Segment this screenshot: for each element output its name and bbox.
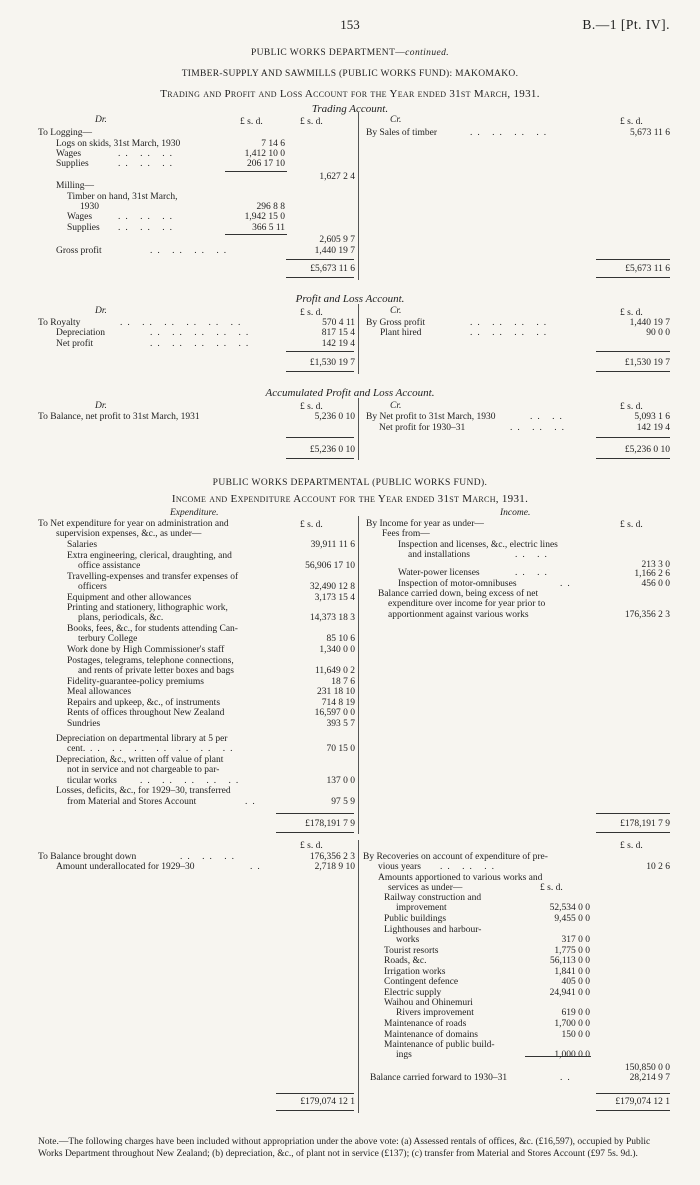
acc-total-dr: £5,236 0 10 [309,445,355,455]
expenditure-item-value: 14,373 18 3 [309,613,355,623]
expenditure-item-value: 39,911 11 6 [310,540,355,550]
expenditure-item-label: Rents of offices throughout New Zealand [67,708,225,718]
works-item-label: Tourist resorts [384,945,439,956]
acc-dr: Dr. [95,401,107,411]
ie-bal-1: Balance carried down, being excess of net [378,589,539,599]
pl-depreciation-value: 817 15 4 [321,328,355,338]
expenditure-item-value: 11,649 0 2 [314,665,355,676]
works-item-label-cont: improvement [396,903,447,913]
trading-supplies-2-value: 366 5 11 [252,223,285,233]
ie-depw-2: not in service and not chargeable to par- [67,765,220,775]
expenditure-item-label: Printing and stationery, lithographic work, [67,603,228,613]
pl-depreciation: Depreciation [56,328,106,338]
ie-net-2: supervision expenses, &c., as under— [56,529,202,539]
acc-lsd-2: £ s. d. [620,402,643,412]
document-page: 153 B.—1 [Pt. IV]. PUBLIC WORKS DEPARTMENT—continued. TIMBER-SUPPLY AND SAWMILLS (PUBLIC WORKS FUND): MAKOMAKO. Trading and Profit and Loss Account for the Year ended 31st March, 1931. Trading Account. Dr. Cr. £ s. d. £ s. d. £ s. d. To Logging— Logs on skids, 31st March, 1930 7 14 6 Wages .. .. .. 1,412 10 0 Supplies .. .. .. 206 17 10 1,627 2 4 Milling— Timber on hand, 31st March, 1930 296 8 8 Wages .. .. .. 1,942 15 0 Supplies .. .. .. 366 5 11 2,605 9 7 Gross profit .. .. .. .. 1,440 19 7 £5,673 11 6 By Sales of timber .. .. .. .. 5,673 11 6 £5,673 11 6 Profit and Loss Account. Dr. Cr. £ s. d. £ s. d. To Royalty .. .. .. .. .. .. 570 4 11 Depreciation .. .. .. .. .. 817 15 4 Net profit .. .. .. .. .. 142 19 4 £1,530 19 7 By Gross profit .. .. .. .. 1,440 19 7 Plant hired .. .. .. .. 90 0 0 £1,530 19 7 Accumulated Profit and Loss Account. Dr. Cr. £ s. d. £ s. d. To Balance, net profit to 31st March, 1931 5,236 0 10 £5,236 0 10 By Net profit to 31st March, 1930 .. .. 5,093 1 6 Net profit for 1930–31 .. .. .. 142 19 4 £5,236 0 10 PUBLIC WORKS DEPARTMENTAL (PUBLIC WORKS FUND). Income and Expenditure Account for the Year ended 31st March, 1931. Expenditure. Income. £ s. d. £ s. d. To Net expenditure for year on administration and supervision expenses, &c., as under— Salaries 39,911 11 6 Extra engineering, clerical, draughting, and office assistance 56,906 17 10 Travelling-expenses and transfer expenses of officers 32,490 12 8 Equipment and other allowances 3,173 15 4 Printing and stationery, lithographic work, plans, periodicals, &c. 14,373 18 3 Books, fees, &c., for students attending Can- terbury College 85 10 6 Work done by High Commissioner's staff 1,340 0 0 Postages, telegrams, telephone connections, and rents of private letter boxes and bags 11,649 0 2 Fidelity-guarantee-policy premiums 18 7 6 Meal allowances 231 18 10 Repairs and upkeep, &c., of instruments 714 8 19 Rents of offices throughout New Zealand 16,597 0 0 Sundries 393 5 7 Depreciation on departmental library at 5 per cent. .. .. .. .. .. .. .. 70 15 0 Depreciation, &c., written off value of plant not in service and not chargeable to par- ticular works .. .. .. .. .. 137 0 0 Losses, deficits, &c., for 1929–30, transferred from Material and Stores Account .. 97 5 9 £178,191 7 9 By Income for year as under— Fees from— Inspection and licenses, &c., electric lines and installations .. .. 213 3 0 Water-power licenses .. .. 1,166 2 6 Inspection of motor-omnibuses .. 456 0 0 Balance carried down, being excess of net expenditure over income for year prior to apportionment against various works 176,356 2 3 £178,191 7 9 £ s. d. £ s. d. To Balance brought down .. .. .. 176,356 2 3 Amount underallocated for 1929–30 .. 2,718 9 10 £179,074 12 1 By Recoveries on account of expenditure of pre- vious years .. .. .. 10 2 6 Amounts apportioned to various works and services as under— £ s. d. Railway construction and improvement 52,534 0 0 Public buildings 9,455 0 0 Lighthouses and harbour- works 317 0 0 Tourist resorts 1,775 0 0 Roads, &c. 56,113 0 0 Irrigation works 1,841 0 0 Contingent defence 405 0 0 Electric supply 24,941 0 0 Waihou and Ohinemuri Rivers improvement 619 0 0 Maintenance of roads 1,700 0 0 Maintenance of domains 150 0 0 Maintenance of public build- ings 1,000 0 0 150,850 0 0 Balance carried forward to 1930–31 .. 28,214 9 7 £179,074 12 1 Note.—The following charges have been included without appropriation under the above vote: (a) Assessed rentals of offices, &c. (£16,597), occupied by Public Works Department throughout New Zealand; (b) depreciation, &c., of plant not in service (£137); (c) transfer from Material and Stores Account (£97 5s. 9d.). [0,0,700,1185]
pl-royalty: To Royalty [38,318,81,328]
trading-lsd-1: £ s. d. [240,117,263,127]
fund-subheading: TIMBER-SUPPLY AND SAWMILLS (PUBLIC WORKS FUND): MAKOMAKO. [181,69,519,79]
page-number: 153 [340,17,360,32]
works-item-value: 9,455 0 0 [554,914,590,924]
lower-works-total: 150,850 0 0 [624,1063,670,1073]
works-item-label: Railway construction and [384,893,482,903]
works-item-label: Waihou and Ohinemuri [384,998,473,1008]
pl-plant-value: 90 0 0 [646,328,670,338]
expenditure-item-value: 231 18 10 [317,687,355,697]
expenditure-item-label-cont: and rents of private letter boxes and bags [78,665,234,676]
trading-dr: Dr. [95,115,107,125]
ie-expenditure-head: Expenditure. [170,508,219,518]
expenditure-item-label-cont: officers [78,581,107,592]
works-item-label-cont: works [396,934,420,945]
expenditure-item-value: 32,490 12 8 [309,581,355,592]
trading-sales: By Sales of timber [366,128,437,138]
trading-milling-total: 2,605 9 7 [319,235,355,245]
acc-heading: Accumulated Profit and Loss Account. [265,387,435,399]
expenditure-item-label: Fidelity-guarantee-policy premiums [67,676,204,687]
works-item-value: 619 0 0 [561,1008,590,1018]
lower-lsd-3: £ s. d. [540,883,563,893]
works-item-value: 1,841 0 0 [554,966,590,977]
lower-app-1: Amounts apportioned to various works and [378,873,543,883]
trading-total-cr: £5,673 11 6 [625,264,670,274]
works-item-value: 24,941 0 0 [549,987,590,998]
acc-lsd-1: £ s. d. [300,402,323,412]
lower-bbd: To Balance brought down [38,852,137,862]
pl-heading: Profit and Loss Account. [295,293,405,305]
expenditure-item-label: Repairs and upkeep, &c., of instruments [67,697,221,708]
ie-deplib-2: cent. [67,744,86,754]
ie-loss-value: 97 5 9 [331,797,355,807]
ie-depw-1: Depreciation, &c., written off value of plant [56,755,224,765]
works-item-value: 1,000 0 0 [554,1050,590,1060]
ie-insp-2: and installations [408,550,471,560]
works-item-label-cont: ings [396,1050,412,1060]
trading-lsd-3: £ s. d. [620,117,643,127]
ie-total-exp: £178,191 7 9 [305,819,355,829]
ie-depw-value: 137 0 0 [326,776,355,786]
works-item-value: 52,534 0 0 [549,903,590,913]
expenditure-item-value: 16,597 0 0 [314,708,355,718]
expenditure-item-label: Postages, telegrams, telephone connections, [67,655,234,666]
trading-logging-total: 1,627 2 4 [319,172,355,182]
ie-bal-value: 176,356 2 3 [624,610,670,620]
ie-total-inc: £178,191 7 9 [620,819,670,829]
trading-supplies-1: Supplies [56,159,89,169]
document-reference: B.—1 [Pt. IV]. [582,17,670,32]
works-item-label: Roads, &c. [384,956,427,966]
expenditure-item-value: 18 7 6 [331,676,355,687]
works-item-label-cont: Rivers improvement [396,1008,474,1018]
department-heading: PUBLIC WORKS DEPARTMENT—continued. [250,48,450,58]
trading-milling: Milling— [56,181,95,191]
pl-cr: Cr. [390,306,402,316]
pl-plant-hired: Plant hired [380,328,422,338]
expenditure-item-value: 1,340 0 0 [319,645,355,655]
works-item-value: 405 0 0 [561,977,590,987]
trading-logs-value: 7 14 6 [261,139,285,149]
pl-total-cr: £1,530 19 7 [624,358,670,368]
pl-net-profit: Net profit [56,339,94,349]
works-item-label: Lighthouses and harbour- [384,924,482,935]
trading-heading: Trading Account. [311,103,389,115]
footnote: Note.—The following charges have been included without appropriation under the above vote: (a) Assessed rentals of offices, &c. (£16,597), occupied by Public Works Department throughout New Zealand; (b) depreciation, &c., of plant not in service (£137); (c) transfer from Material and Stores Account (£97 5s. 9d.). [38,1137,651,1159]
works-item-label: Public buildings [384,914,447,924]
expenditure-item-value: 393 5 7 [326,718,355,729]
works-item-value: 150 0 0 [561,1029,590,1040]
lower-bbd-value: 176,356 2 3 [309,852,355,862]
expenditure-item-label: Meal allowances [67,687,132,697]
acc-balance: To Balance, net profit to 31st March, 1931 [38,412,200,422]
trading-total-dr: £5,673 11 6 [310,264,355,274]
expenditure-item-label: Books, fees, &c., for students attending Can- [67,624,238,634]
lower-total-left: £179,074 12 1 [300,1097,355,1107]
ie-fees: Fees from— [382,529,430,539]
expenditure-item-value: 3,173 15 4 [314,592,355,603]
pl-lsd-2: £ s. d. [620,308,643,318]
lower-total-right: £179,074 12 1 [615,1097,670,1107]
acc-np-1931: Net profit for 1930–31 [379,423,466,433]
lower-cf-value: 28,214 9 7 [629,1073,670,1083]
ie-bal-2: expenditure over income for year prior to [388,599,546,609]
departmental-heading: PUBLIC WORKS DEPARTMENTAL (PUBLIC WORKS FUND). [212,478,488,488]
trading-supplies-1-value: 206 17 10 [247,159,285,169]
ie-loss-1: Losses, deficits, &c., for 1929–30, transferred [56,786,231,796]
ie-bal-3: apportionment against various works [388,610,529,620]
expenditure-item-value: 85 10 6 [326,634,355,644]
trading-wages-2-value: 1,942 15 0 [244,212,285,222]
ie-deplib-value: 70 15 0 [326,744,355,754]
expenditure-item-label-cont: terbury College [78,634,138,644]
pl-gross: By Gross profit [366,318,426,328]
ie-lsd-2: £ s. d. [620,520,643,530]
trading-gross-profit: Gross profit [56,246,102,256]
trading-timber-1: Timber on hand, 31st March, [67,192,178,202]
trading-timber-value: 296 8 8 [256,202,285,212]
works-item-value: 1,700 0 0 [554,1019,590,1029]
account-title: Trading and Profit and Loss Account for the Year ended 31st March, 1931. [160,88,540,100]
ie-insp-1: Inspection and licenses, &c., electric lines [398,540,558,550]
pl-net-value: 142 19 4 [321,339,355,349]
lower-lsd-2: £ s. d. [620,841,643,851]
expenditure-item-label: Salaries [67,540,98,550]
lower-rec-1: By Recoveries on account of expenditure of pre- [363,852,548,862]
acc-np-1931-value: 142 19 4 [636,423,670,433]
trading-wages-1-value: 1,412 10 0 [244,149,285,159]
works-item-label: Maintenance of roads [384,1019,467,1029]
works-item-label: Maintenance of domains [384,1029,478,1040]
acc-total-cr: £5,236 0 10 [624,445,670,455]
pl-royalty-value: 570 4 11 [322,318,355,328]
ie-insp-value: 213 3 0 [641,560,670,570]
ie-motor: Inspection of motor-omnibuses [398,579,517,589]
ie-income-head: Income. [500,508,531,518]
works-item-value: 1,775 0 0 [554,945,590,956]
expenditure-item-value: 56,906 17 10 [305,560,355,571]
trading-supplies-2: Supplies [67,223,100,233]
lower-rec-value: 10 2 6 [646,862,670,872]
trading-wages-1: Wages [56,149,82,159]
expenditure-item-label-cont: office assistance [78,560,141,571]
trading-lsd-2: £ s. d. [300,117,323,127]
trading-timber-2: 1930 [80,202,99,212]
ie-motor-value: 456 0 0 [641,579,670,589]
expenditure-item-value: 714 8 19 [321,697,355,708]
acc-cr: Cr. [390,401,402,411]
expenditure-item-label-cont: plans, periodicals, &c. [78,613,164,623]
pl-total-dr: £1,530 19 7 [309,358,355,368]
lower-under: Amount underallocated for 1929–30 [56,862,195,872]
lower-cf: Balance carried forward to 1930–31 [370,1073,508,1083]
ie-title: Income and Expenditure Account for the Year ended 31st March, 1931. [171,493,529,505]
ie-deplib-1: Depreciation on departmental library at 5 per [56,734,228,744]
trading-sales-value: 5,673 11 6 [629,128,670,138]
works-item-value: 317 0 0 [561,934,590,945]
trading-gross-value: 1,440 19 7 [314,246,355,256]
works-item-label: Electric supply [384,987,442,998]
ie-income-1: By Income for year as under— [366,519,484,529]
expenditure-item-label: Extra engineering, clerical, draughting, and [67,550,232,561]
lower-app-2: services as under— [388,883,463,893]
acc-np-1930: By Net profit to 31st March, 1930 [366,412,496,422]
expenditure-item-label: Work done by High Commissioner's staff [67,645,225,655]
trading-cr: Cr. [390,115,402,125]
ie-water-value: 1,166 2 6 [634,569,670,579]
works-item-value: 56,113 0 0 [549,956,590,966]
trading-logs: Logs on skids, 31st March, 1930 [56,139,181,149]
pl-gross-value: 1,440 19 7 [629,318,670,328]
expenditure-item-label: Equipment and other allowances [67,592,192,603]
trading-logging: To Logging— [38,128,92,138]
lower-lsd-1: £ s. d. [300,841,323,851]
lower-rec-2: vious years [378,862,422,872]
ie-loss-2: from Material and Stores Account [67,797,197,807]
ie-depw-3: ticular works [67,776,117,786]
pl-dr: Dr. [95,306,107,316]
expenditure-item-label: Travelling-expenses and transfer expenses of [67,571,239,582]
ie-lsd-1: £ s. d. [300,520,323,530]
ie-water: Water-power licenses [398,568,480,578]
works-item-label: Maintenance of public build- [384,1040,495,1050]
expenditure-item-label: Sundries [67,718,101,729]
acc-balance-value: 5,236 0 10 [314,412,355,422]
works-item-label: Contingent defence [384,977,459,987]
trading-wages-2: Wages [67,212,93,222]
lower-under-value: 2,718 9 10 [314,862,355,872]
pl-lsd-1: £ s. d. [300,308,323,318]
acc-np-1930-value: 5,093 1 6 [634,412,670,422]
works-item-label: Irrigation works [384,966,446,977]
ie-net-1: To Net expenditure for year on administration and [38,519,229,529]
